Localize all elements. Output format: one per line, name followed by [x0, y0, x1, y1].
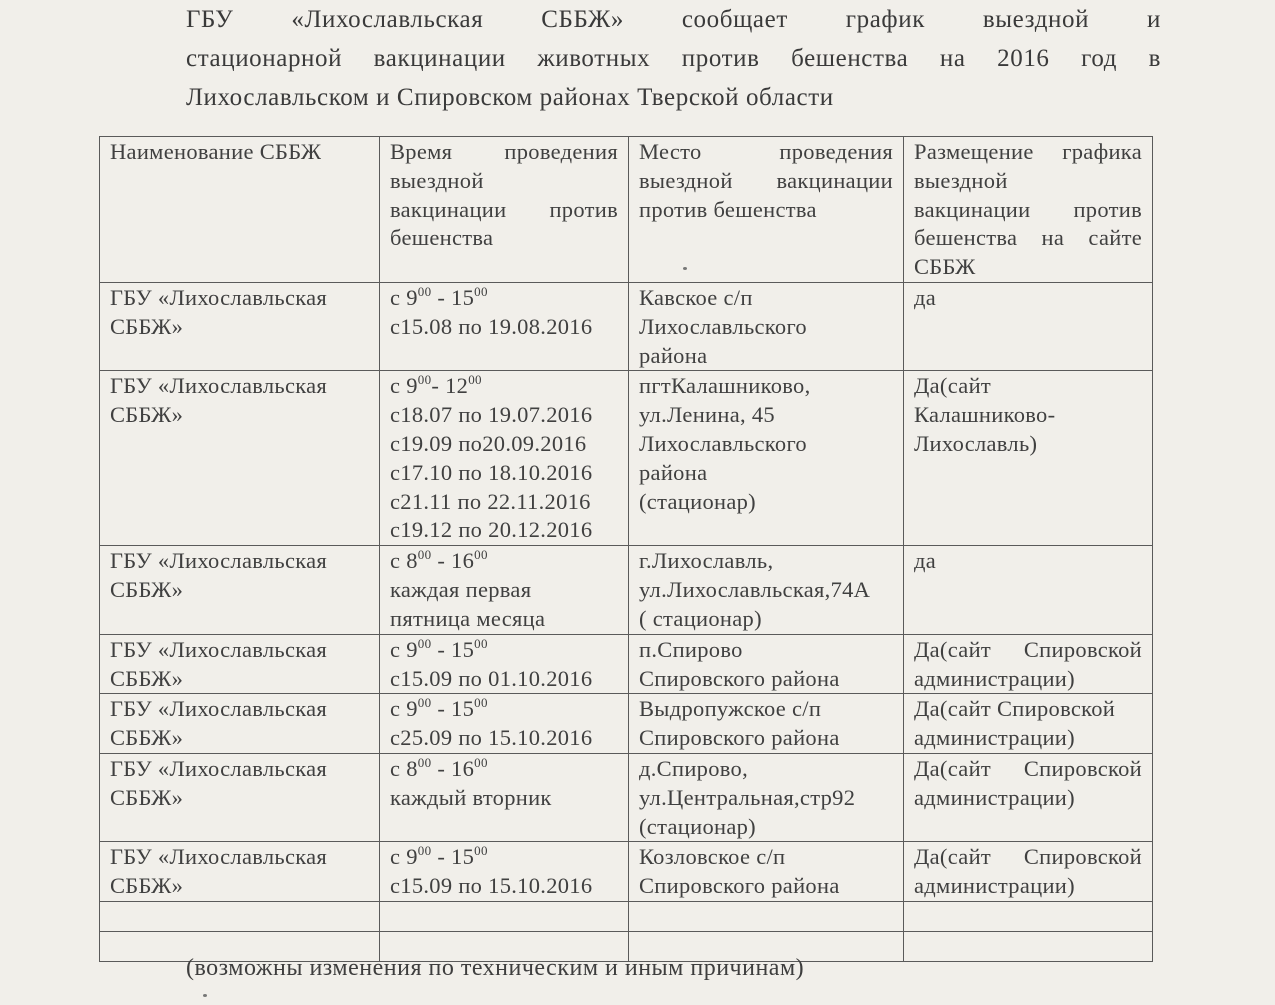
- cell-line: Калашниково-: [914, 402, 1056, 428]
- time-cell: [380, 842, 629, 902]
- cell-line: выездной: [390, 167, 484, 193]
- hours-from: 9: [406, 636, 418, 662]
- table-row: [100, 753, 1153, 841]
- hours-to: 15: [451, 636, 475, 662]
- hours-to: 15: [451, 696, 475, 722]
- cell-line: СББЖ: [914, 254, 976, 280]
- cell-line: администрации): [914, 725, 1075, 751]
- cell-line: против бешенства: [639, 196, 817, 222]
- hours-to: 12: [445, 373, 469, 399]
- empty-cell: [100, 901, 380, 931]
- cell-line: СББЖ»: [110, 313, 184, 339]
- hours-from-minutes: 00: [417, 843, 432, 859]
- org-cell: [100, 694, 380, 754]
- cell-line: Лихославль): [914, 430, 1038, 456]
- hours-from-minutes: 00: [417, 695, 432, 711]
- place-cell: [629, 282, 904, 370]
- cell-line: (стационар): [639, 813, 756, 839]
- cell-line: СББЖ»: [110, 577, 184, 603]
- cell-line: администрации): [914, 873, 1075, 899]
- cell-line: Наименование СББЖ: [110, 139, 322, 164]
- cell-line: администрации): [914, 784, 1075, 810]
- hours-from: 9: [406, 844, 418, 870]
- cell-line: Лихославльского: [639, 430, 807, 456]
- empty-row: [100, 901, 1153, 931]
- hours-to-minutes: 00: [474, 843, 488, 859]
- posting-cell: [904, 753, 1153, 841]
- posting-cell: [904, 546, 1153, 634]
- hours-to-minutes: 00: [474, 283, 488, 299]
- cell-line: Спировского района: [639, 873, 840, 899]
- table-row: [100, 546, 1153, 634]
- cell-line: выездной: [914, 167, 1008, 193]
- cell-line: Да(сайт Спировской: [914, 844, 1142, 870]
- cell-line: г.Лихославль,: [639, 548, 774, 574]
- cell-line: (стационар): [639, 488, 756, 514]
- hours-from: 9: [406, 373, 418, 399]
- cell-line: Размещение графика: [914, 139, 1142, 164]
- cell-line: Кавское с/п: [639, 284, 753, 310]
- hours-separator: -: [431, 636, 452, 662]
- cell-line: бешенства: [390, 225, 494, 251]
- time-cell: [380, 546, 629, 634]
- hours-separator: -: [431, 373, 446, 399]
- cell-line: Спировского района: [639, 725, 840, 751]
- cell-line: да: [914, 548, 937, 574]
- cell-line: с21.11 по 22.11.2016: [390, 488, 591, 514]
- cell-line: Да(сайт Спировской: [914, 636, 1142, 662]
- hours: с $9^{00} - 15^{00}$: [390, 283, 488, 310]
- document-heading: [186, 0, 1161, 117]
- hours: с $9^{00}-$ $12^{00}$: [390, 372, 482, 399]
- hours-from: 9: [406, 284, 418, 310]
- place-cell: [629, 694, 904, 754]
- column-header: [100, 137, 380, 283]
- posting-cell: [904, 371, 1153, 546]
- table-row: [100, 634, 1153, 694]
- cell-line: СББЖ»: [110, 725, 184, 751]
- cell-line: с15.09 по 01.10.2016: [390, 665, 593, 691]
- org-cell: [100, 546, 380, 634]
- hours-to: 16: [451, 548, 475, 574]
- cell-line: Время проведения: [390, 139, 618, 164]
- cell-line: с17.10 по 18.10.2016: [390, 459, 593, 485]
- cell-line: ГБУ «Лихославльская: [110, 373, 328, 399]
- cell-line: ( стационар): [639, 605, 762, 631]
- cell-line: вакцинации против: [390, 196, 618, 222]
- empty-cell: [380, 901, 629, 931]
- column-header: [904, 137, 1153, 283]
- cell-line: СББЖ»: [110, 873, 184, 899]
- posting-cell: [904, 282, 1153, 370]
- cell-line: каждая первая: [390, 577, 532, 603]
- table-row: [100, 371, 1153, 546]
- cell-line: пгтКалашниково,: [639, 373, 811, 399]
- cell-line: бешенства на сайте: [914, 225, 1142, 251]
- hours-to-minutes: 00: [474, 547, 488, 563]
- hours-from: 8: [406, 548, 418, 574]
- hours: с $8^{00} - 16^{00}$: [390, 547, 488, 574]
- table-header-row: [100, 137, 1153, 283]
- hours-from-minutes: 00: [417, 372, 432, 388]
- hours-from: 9: [406, 696, 418, 722]
- hours-to: 15: [451, 844, 475, 870]
- cell-line: Место проведения: [639, 139, 893, 164]
- hours-from-minutes: 00: [417, 635, 432, 651]
- empty-cell: [904, 931, 1153, 961]
- table-row: [100, 694, 1153, 754]
- hours-from-minutes: 00: [417, 283, 432, 299]
- hours-separator: -: [431, 548, 452, 574]
- hours-to-minutes: 00: [468, 372, 482, 388]
- empty-cell: [629, 901, 904, 931]
- hours: с $9^{00} - 15^{00}$: [390, 695, 488, 722]
- column-header: [629, 137, 904, 283]
- scan-speck: [683, 267, 687, 270]
- hours-to-minutes: 00: [474, 754, 488, 770]
- heading-line-2: стационарной вакцинации животных против бешенства на 2016 год в: [186, 45, 1161, 72]
- cell-line: с25.09 по 15.10.2016: [390, 725, 593, 751]
- cell-line: Да(сайт Спировской: [914, 755, 1142, 781]
- cell-line: Козловское с/п: [639, 844, 786, 870]
- cell-line: вакцинации против: [914, 196, 1142, 222]
- cell-line: Выдропужское с/п: [639, 696, 822, 722]
- cell-line: ГБУ «Лихославльская: [110, 755, 328, 781]
- org-cell: [100, 282, 380, 370]
- table-row: [100, 842, 1153, 902]
- cell-line: ул.Центральная,стр92: [639, 784, 856, 810]
- cell-line: п.Спирово: [639, 636, 743, 662]
- cell-line: Да(сайт: [914, 373, 992, 399]
- hours-separator: -: [431, 284, 452, 310]
- empty-cell: [904, 901, 1153, 931]
- hours-separator: -: [431, 755, 452, 781]
- cell-line: района: [639, 342, 708, 368]
- cell-line: Спировского района: [639, 665, 840, 691]
- place-cell: [629, 753, 904, 841]
- hours-to-minutes: 00: [474, 695, 488, 711]
- place-cell: [629, 634, 904, 694]
- hours-from: 8: [406, 755, 418, 781]
- cell-line: Лихославльского: [639, 313, 807, 339]
- heading-line-3: Лихославльском и Спировском районах Тверской области: [186, 84, 834, 111]
- cell-line: СББЖ»: [110, 402, 184, 428]
- cell-line: с15.08 по 19.08.2016: [390, 313, 593, 339]
- time-cell: [380, 282, 629, 370]
- cell-line: с15.09 по 15.10.2016: [390, 873, 593, 899]
- cell-line: с18.07 по 19.07.2016: [390, 402, 593, 428]
- time-cell: [380, 634, 629, 694]
- cell-line: каждый вторник: [390, 784, 552, 810]
- posting-cell: [904, 694, 1153, 754]
- org-cell: [100, 371, 380, 546]
- footer-note: (возможны изменения по техническим и иным причинам): [186, 955, 805, 981]
- vaccination-schedule-table: [99, 136, 1153, 962]
- hours-to: 16: [451, 755, 475, 781]
- cell-line: администрации): [914, 665, 1075, 691]
- column-header: [380, 137, 629, 283]
- place-cell: [629, 371, 904, 546]
- hours-separator: -: [431, 844, 452, 870]
- cell-line: ГБУ «Лихославльская: [110, 636, 328, 662]
- place-cell: [629, 546, 904, 634]
- posting-cell: [904, 842, 1153, 902]
- cell-line: ГБУ «Лихославльская: [110, 284, 328, 310]
- time-cell: [380, 753, 629, 841]
- cell-line: ГБУ «Лихославльская: [110, 844, 328, 870]
- hours: с $9^{00} - 15^{00}$: [390, 843, 488, 870]
- cell-line: да: [914, 284, 937, 310]
- cell-line: ГБУ «Лихославльская: [110, 548, 328, 574]
- org-cell: [100, 842, 380, 902]
- cell-line: района: [639, 459, 708, 485]
- hours-to: 15: [451, 284, 475, 310]
- hours-separator: -: [431, 696, 452, 722]
- cell-line: ул.Ленина, 45: [639, 402, 775, 428]
- cell-line: пятница месяца: [390, 605, 546, 631]
- cell-line: ул.Лихославльская,74А: [639, 577, 871, 603]
- hours-to-minutes: 00: [474, 635, 488, 651]
- org-cell: [100, 634, 380, 694]
- cell-line: Да(сайт Спировской: [914, 696, 1116, 722]
- cell-line: д.Спирово,: [639, 755, 749, 781]
- cell-line: выездной вакцинации: [639, 167, 893, 193]
- cell-line: ГБУ «Лихославльская: [110, 696, 328, 722]
- org-cell: [100, 753, 380, 841]
- place-cell: [629, 842, 904, 902]
- time-cell: [380, 694, 629, 754]
- cell-line: с19.09 по20.09.2016: [390, 430, 587, 456]
- heading-line-1: ГБУ «Лихославльская СББЖ» сообщает график выездной и: [186, 6, 1161, 33]
- posting-cell: [904, 634, 1153, 694]
- table-row: [100, 282, 1153, 370]
- cell-line: СББЖ»: [110, 665, 184, 691]
- cell-line: с19.12 по 20.12.2016: [390, 517, 593, 543]
- time-cell: [380, 371, 629, 546]
- hours: с $9^{00} - 15^{00}$: [390, 635, 488, 662]
- hours: с $8^{00} - 16^{00}$: [390, 754, 488, 781]
- scan-speck: [203, 994, 207, 997]
- cell-line: СББЖ»: [110, 784, 184, 810]
- hours-from-minutes: 00: [417, 547, 432, 563]
- hours-from-minutes: 00: [417, 754, 432, 770]
